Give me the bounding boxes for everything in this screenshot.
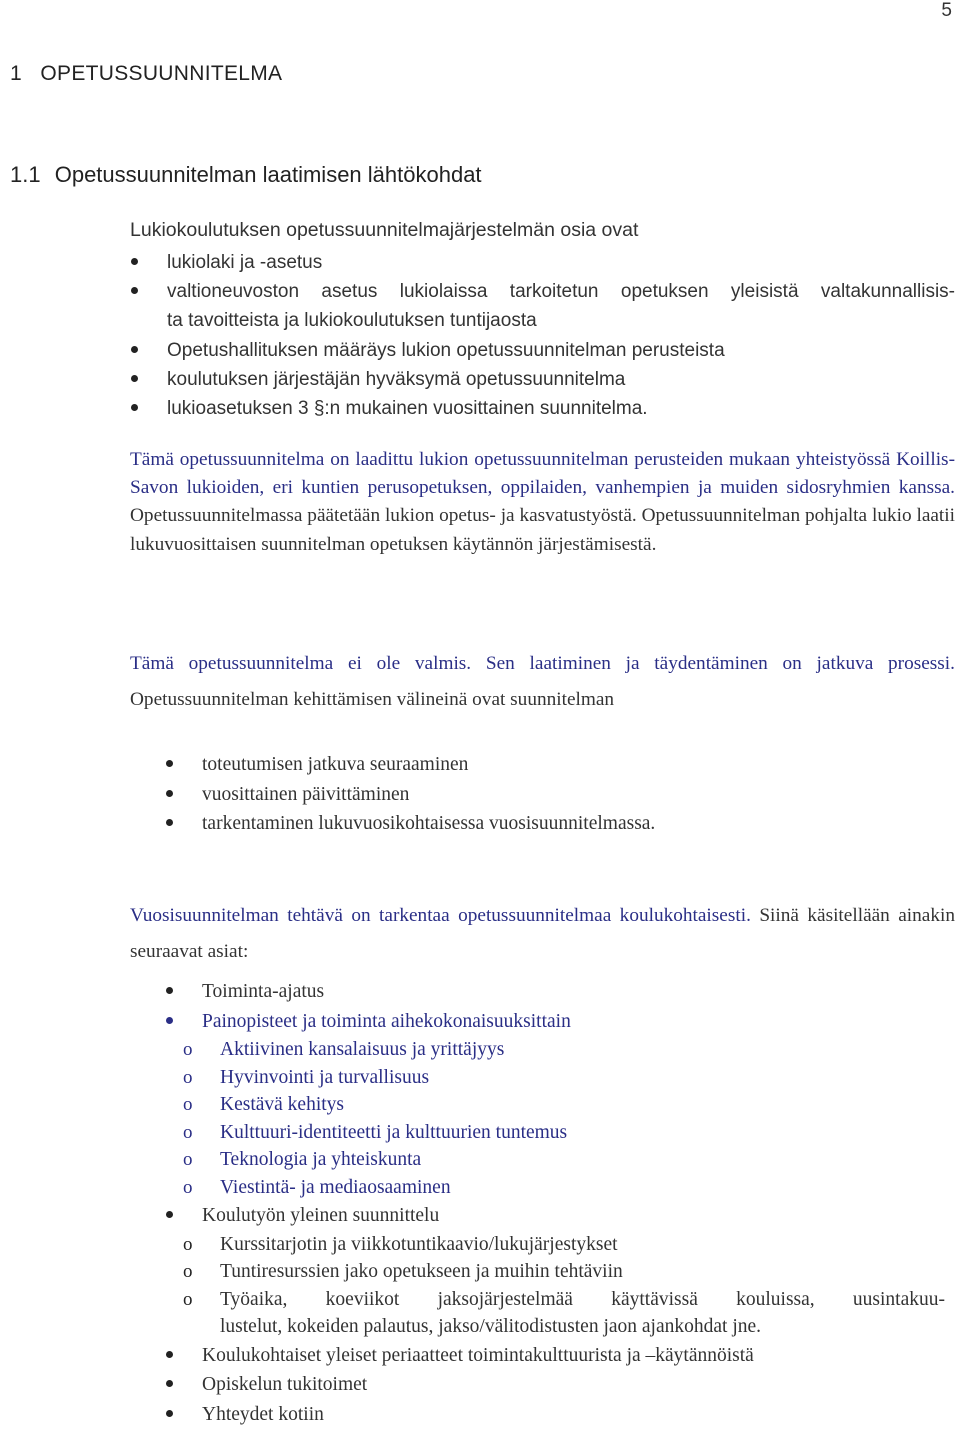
list-item-text: lukioasetuksen 3 §:n mukainen vuosittainen suunnitelma. [167,398,648,419]
components-list [130,248,955,423]
list-item-text: koulutuksen järjestäjän hyväksymä opetussuunnitelma [167,369,625,390]
subtopic-text: Teknologia ja yhteiskunta [220,1149,421,1170]
intro-text: Lukiokoulutuksen opetussuunnitelmajärjestelmän osia ovat [130,219,638,242]
paragraph-text: Opetussuunnitelmassa päätetään lukion opetus- ja kasvatustyöstä. Opetussuunnitelman pohjalta lukio laatii lukuvuosittaisen suunnitelman opetuksen käytännön järjestämisestä. [130,505,955,554]
list-item [130,336,955,365]
list-item [130,394,955,423]
subtopic-text: Aktiivinen kansalaisuus ja yrittäjyys [220,1039,504,1060]
topic-sublist [165,1036,955,1201]
list-item-text: vuosittainen päivittäminen [202,780,955,810]
subtopic-item [165,1146,955,1174]
heading-1-number: 1 [10,62,22,85]
list-item-continuation [130,306,955,335]
subtopic-item [165,1286,955,1314]
annual-plan-topics [165,977,955,1429]
subtopic-item [165,1036,955,1064]
subtopic-item [165,1174,955,1202]
paragraph-highlight: Vuosisuunnitelman tehtävä on tarkentaa opetussuunnitelmaa koulukohtaisesti. [130,905,751,926]
topic-item [165,1201,955,1341]
paragraph-highlight: Tämä opetussuunnitelma ei ole valmis. Sen laatiminen ja täydentäminen on jatkuva prosessi. [130,653,955,674]
topic-item [165,1341,955,1371]
subtopic-text: lustelut, kokeiden palautus, jakso/välitodistusten jaon ajankohdat jne. [220,1316,761,1337]
subtopic-text: Kulttuuri-identiteetti ja kulttuurien tuntemus [220,1122,567,1143]
page-number: 5 [941,0,952,22]
subtopic-text: Viestintä- ja mediaosaaminen [220,1177,451,1198]
paragraph-annual-plan [130,898,955,970]
subtopic-text: Tuntiresurssien jako opetukseen ja muihin tehtäviin [220,1261,623,1282]
heading-2-title: Opetussuunnitelman laatimisen lähtökohdat [55,162,482,187]
subtopic-text: o Työaika, koeviikot jaksojärjestelmää käyttävissä kouluissa, uusintakuu- [220,1286,945,1314]
paragraph-highlight: Tämä opetussuunnitelma on laadittu lukion opetussuunnitelman perusteiden mukaan yhteistyössä Koillis-Savon lukioiden, eri kuntien perusopetuksen, oppilaiden, vanhempien ja muiden sidosryhmien kanssa. [130,449,955,498]
topic-item [165,1370,955,1400]
subtopic-text: Kurssitarjotin ja viikkotuntikaavio/lukujärjestykset [220,1234,618,1255]
list-item [165,780,955,810]
paragraph-text: Opetussuunnitelman kehittämisen välineinä ovat suunnitelman [130,689,614,710]
heading-1-title: OPETUSSUUNNITELMA [40,62,282,85]
topic-text: Toiminta-ajatus [202,977,955,1007]
heading-2 [10,162,482,188]
subtopic-text: Hyvinvointi ja turvallisuus [220,1067,429,1088]
topic-item [165,1007,955,1202]
list-item-text: lukiolaki ja -asetus [167,252,322,273]
heading-2-number: 1.1 [10,162,41,187]
subtopic-item [165,1064,955,1092]
list-item [130,248,955,277]
topic-text: Koulukohtaiset yleiset periaatteet toimintakulttuurista ja –käytännöistä [202,1341,955,1371]
list-item-text: Opetushallituksen määräys lukion opetussuunnitelman perusteista [167,340,725,361]
topic-text: Yhteydet kotiin [202,1400,955,1429]
list-item-text: valtioneuvoston asetus lukiolaissa tarkoitetun opetuksen yleisistä valtakunnallisis- [167,277,955,306]
topic-sublist [165,1231,955,1341]
paragraph-plan-incomplete [130,646,955,718]
subtopic-item [165,1119,955,1147]
subtopic-text: Kestävä kehitys [220,1094,344,1115]
heading-1 [10,62,282,86]
subtopic-item [165,1258,955,1286]
list-item [165,750,955,780]
paragraph-plan-basis [130,446,955,559]
subtopic-item [165,1231,955,1259]
list-item [130,365,955,394]
topic-item [165,977,955,1007]
development-tools-list [165,750,955,839]
topic-text: Painopisteet ja toiminta aihekokonaisuuksittain [202,1007,955,1037]
list-item-text: ta tavoitteista ja lukiokoulutuksen tuntijaosta [167,310,537,331]
list-item-text: toteutumisen jatkuva seuraaminen [202,750,955,780]
list-item-text: tarkentaminen lukuvuosikohtaisessa vuosisuunnitelmassa. [202,809,955,839]
paragraph-text: Siinä käsitellään ainakin seuraavat asiat: [130,905,955,962]
subtopic-item [165,1091,955,1119]
list-item [165,809,955,839]
topic-item [165,1400,955,1429]
subtopic-continuation [165,1313,955,1341]
list-item [130,277,955,306]
topic-text: Opiskelun tukitoimet [202,1370,955,1400]
topic-text: Koulutyön yleinen suunnittelu [202,1201,955,1231]
